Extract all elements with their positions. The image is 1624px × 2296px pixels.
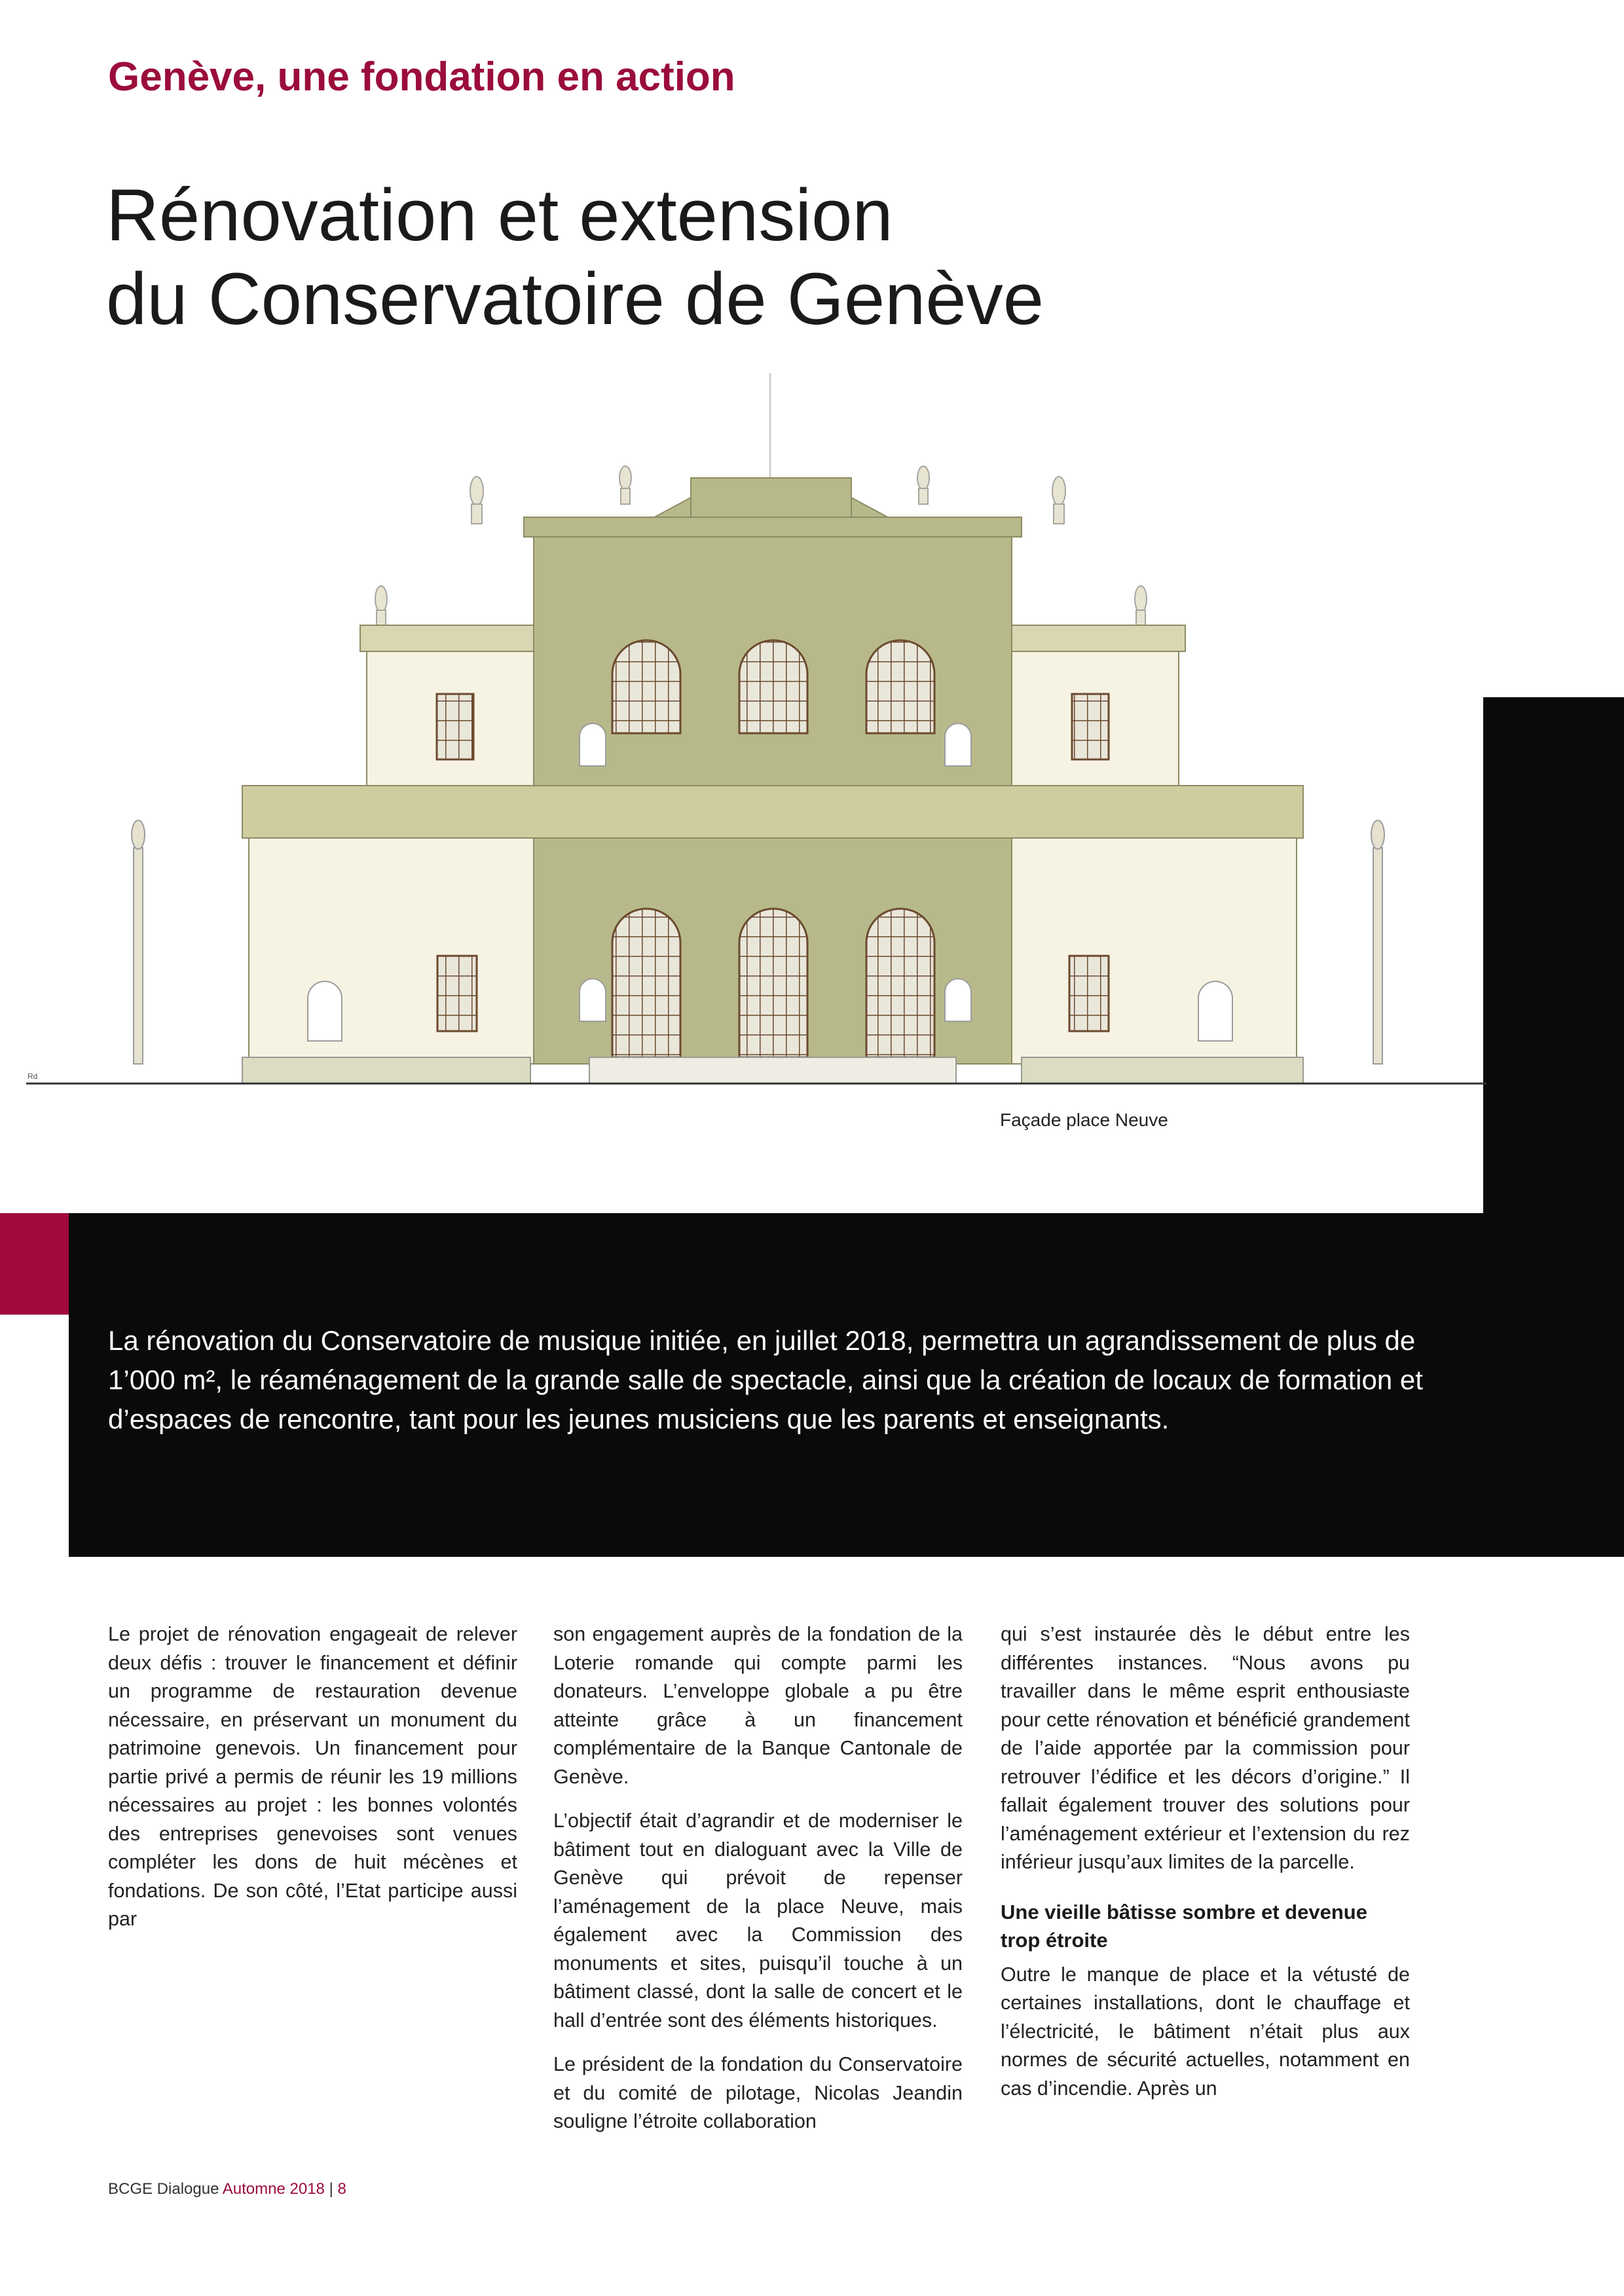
paragraph: Le président de la fondation du Conservatoire et du comité de pilotage, Nicolas Jeandin souligne l’étroite collaboration	[553, 2053, 963, 2132]
body-column-1	[108, 1620, 517, 1950]
conservatoire-facade-drawing	[26, 367, 1486, 1087]
issue-season: Automne 2018	[222, 2180, 325, 2198]
page-footer	[108, 2180, 346, 2198]
paragraph: L’objectif était d’agrandir et de moderniser le bâtiment tout en dialoguant avec la Ville de Genève qui prévoit de repenser l’aménagement de la place Neuve, mais également avec la Commission des monuments et sites, puisqu’il touche à un bâtiment classé, dont la salle de concert et le hall d’entrée sont des éléments historiques.	[553, 1810, 963, 2032]
body-column-3	[1001, 1620, 1410, 2119]
ground-level-label: Rd	[28, 1072, 38, 1081]
footer-separator: |	[329, 2180, 333, 2198]
title-line-2: du Conservatoire de Genève	[106, 258, 1044, 340]
black-side-bar	[1483, 697, 1624, 1214]
paragraph: Le projet de rénovation engageait de relever deux défis : trouver le financement et définir un programme de restauration devenue nécessaire, en préservant un monument du patrimoine genevois. Un financement pour partie privé a permis de réunir les 19 millions nécessaires au projet : les bonnes volontés des entreprises genevoises sont venues compléter les dons de huit mécènes et fondations. De son côté, l’Etat participe aussi par	[108, 1623, 517, 1930]
subheading: Une vieille bâtisse sombre et devenue trop étroite	[1001, 1900, 1367, 1952]
page-title	[106, 173, 1350, 341]
accent-tab	[0, 1213, 69, 1315]
publication-name: BCGE Dialogue	[108, 2180, 219, 2198]
section-kicker: Genève, une fondation en action	[108, 54, 735, 100]
lead-paragraph: La rénovation du Conservatoire de musique initiée, en juillet 2018, permettra un agrandissement de plus de 1’000 m², le réaménagement de la grande salle de spectacle, ainsi que la création de locaux de formation et d’espaces de rencontre, tant pour les jeunes musiciens que les parents et enseignants.	[108, 1325, 1423, 1434]
page-number: 8	[337, 2180, 346, 2198]
figure-caption: Façade place Neuve	[1000, 1110, 1168, 1130]
body-column-2	[553, 1620, 963, 2152]
paragraph: Outre le manque de place et la vétusté de certaines installations, dont le chauffage et l’électricité, le bâtiment n’était plus aux normes de sécurité actuelles, notamment en cas d’incendie. Après un	[1001, 1963, 1410, 2100]
paragraph: qui s’est instaurée dès le début entre les différentes instances. “Nous avons pu travailler dans le même esprit enthousiaste pour cette rénovation et bénéficié grandement de l’aide apportée par la commission pour retrouver l’édifice et les décors d’origine.” Il fallait également trouver des solutions pour l’aménagement extérieur et l’extension du rez inférieur jusqu’aux limites de la parcelle.	[1001, 1623, 1410, 1873]
title-line-1: Rénovation et extension	[106, 174, 893, 256]
paragraph: son engagement auprès de la fondation de la Loterie romande qui compte parmi les donateurs. L’enveloppe globale a pu être atteinte grâce à un financement complémentaire de la Banque Cantonale de Genève.	[553, 1623, 963, 1788]
